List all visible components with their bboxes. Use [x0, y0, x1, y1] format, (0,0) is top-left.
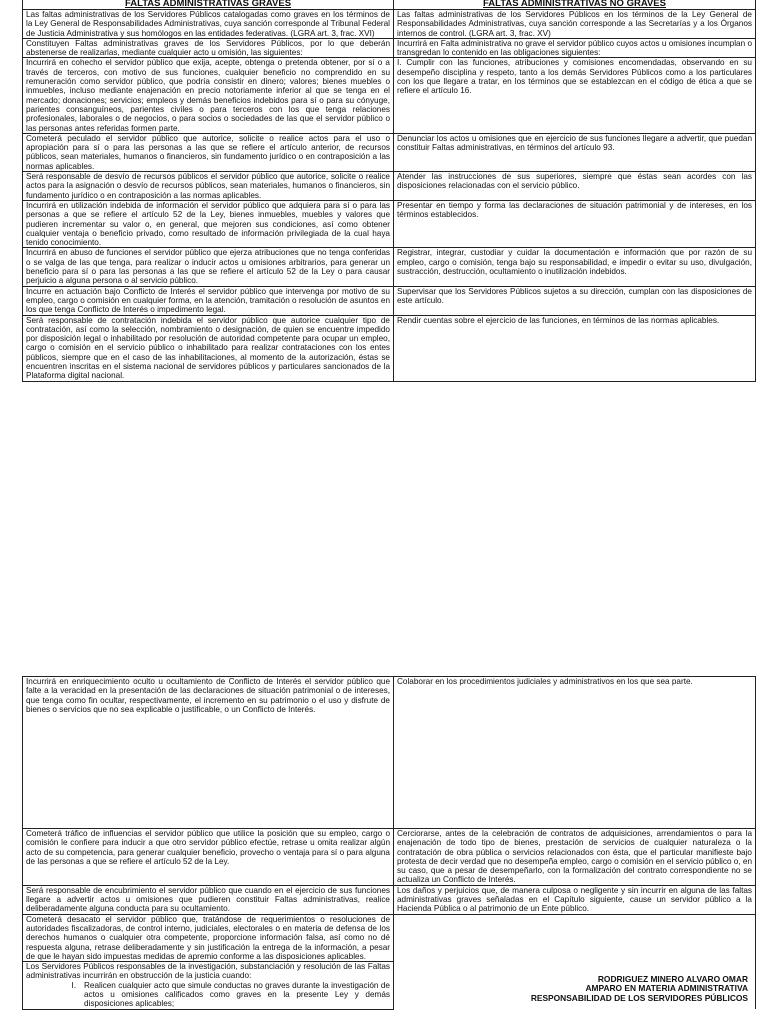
table-row	[23, 315, 756, 381]
cell-no-graves: Atender las instrucciones de sus superiores, siempre que éstas sean acordes con las disposiciones relacionadas con el servicio público.	[394, 172, 756, 201]
list-item	[26, 981, 390, 1009]
cell-graves: Incurrirá en cohecho el servidor público que exija, acepte, obtenga o pretenda obtener, por sí o a través de terceros, con motivo de sus funciones, cualquier beneficio no comprendido en su remuneración como servidor público, que podría consistir en dinero; valores; bienes muebles o inmuebles, incluso mediante enajenación en precio notoriamente inferior al que se tenga en el mercado; donaciones; servicios; empleos y demás beneficios indebidos para sí o para su cónyuge, parientes consanguíneos, parientes civiles o para terceros con los que tenga relaciones profesionales, laborales o de negocios, o para socios o sociedades de las que el servidor público o las personas antes referidas formen parte.	[23, 58, 394, 133]
cell-no-graves: I. Cumplir con las funciones, atribuciones y comisiones encomendadas, observando en su desempeño disciplina y respeto, tanto a los demás Servidores Públicos como a los particulares con los que llegare a tratar, en los términos que se establezcan en el código de ética a que se refiere el artículo 16.	[394, 58, 756, 133]
cell-graves: Cometerá peculado el servidor público que autorice, solicite o realice actos para el uso o apropiación para sí o para las personas a las que se refiere el artículo anterior, de recursos públicos, sean materiales, humanos o financieros, sin fundamento jurídico o en contraposición a las normas aplicables.	[23, 133, 394, 171]
cell-no-graves: Presentar en tiempo y forma las declaraciones de situación patrimonial y de intereses, en los términos establecidos.	[394, 200, 756, 247]
cell-no-graves: Los daños y perjuicios que, de manera culposa o negligente y sin incurrir en alguna de las faltas administrativas graves señaladas en el Capítulo siguiente, cause un servidor público a la Hacienda Pública o al patrimonio de un Ente público.	[394, 885, 756, 914]
table-row	[23, 885, 756, 914]
cell-no-graves: Cerciorarse, antes de la celebración de contratos de adquisiciones, arrendamientos o para la enajenación de todo tipo de bienes, prestación de servicios de cualquier naturaleza o la contratación de obra pública o servicios relacionados con ésta, que el particular manifieste bajo protesta de decir verdad que no desempeña empleo, cargo o comisión en el servicio público o, en su caso, que a pesar de desempeñarlo, con la formalización del contrato correspondiente no se actualiza un Conflicto de Interés.	[394, 829, 756, 886]
cell-graves: Será responsable de encubrimiento el servidor público que cuando en el ejercicio de sus funciones llegare a advertir actos u omisiones que pudieren constituir Faltas administrativas, realice deliberadamente alguna conducta para su ocultamiento.	[23, 885, 394, 914]
table-row	[23, 133, 756, 171]
cell-graves: Incurrirá en abuso de funciones el servidor público que ejerza atribuciones que no tenga conferidas o se valga de las que tenga, para realizar o inducir actos u omisiones arbitrarios, para generar un beneficio para sí o para las personas a las que se refiere el artículo 52 de la Ley o para causar perjuicio a alguna persona o al servicio público.	[23, 248, 394, 286]
cell-graves: Constituyen Faltas administrativas graves de los Servidores Públicos, por lo que deberán abstenerse de realizarlas, mediante cualquier acto u omisión, las siguientes:	[23, 38, 394, 58]
cell-graves: Será responsable de desvío de recursos públicos el servidor público que autorice, solicite o realice actos para la asignación o desvío de recursos públicos, sean materiales, humanos o financieros, sin fundamento jurídico o en contraposición a las normas aplicables.	[23, 172, 394, 201]
signature-name: RODRIGUEZ MINERO ALVARO OMAR	[597, 973, 748, 984]
cell-no-graves: Denunciar los actos u omisiones que en ejercicio de sus funciones llegare a advertir, que puedan constituir Faltas administrativas, en términos del artículo 93.	[394, 133, 756, 171]
cell-graves: Incurrirá en enriquecimiento oculto u ocultamiento de Conflicto de Interés el servidor público que falte a la veracidad en la presentación de las declaraciones de situación patrimonial o de intereses, que tenga como fin ocultar, respectivamente, el incremento en su patrimonio o el uso y disfrute de bienes o servicios que no sea explicable o justificable, o un Conflicto de Interés.	[23, 677, 394, 829]
list-item-number: I.	[71, 980, 76, 990]
faltas-table-top	[22, 0, 756, 382]
table-row	[23, 286, 756, 315]
cell-no-graves: Registrar, integrar, custodiar y cuidar la documentación e información que por razón de su empleo, cargo o comisión, tenga bajo su responsabilidad, e impedir o evitar su uso, divulgación, sustracción, destrucción, ocultamiento o inutilización indebidos.	[394, 248, 756, 286]
table-row	[23, 172, 756, 201]
table-row	[23, 10, 756, 39]
cell-no-graves: Supervisar que los Servidores Públicos sujetos a su dirección, cumplan con las disposiciones de este artículo.	[394, 286, 756, 315]
faltas-table-bottom	[22, 676, 756, 1010]
table-row	[23, 677, 756, 829]
table-header-row	[23, 0, 756, 10]
obstruccion-list	[26, 981, 390, 1009]
cell-graves: Cometerá tráfico de influencias el servidor público que utilice la posición que su empleo, cargo o comisión le confiere para inducir a que otro servidor público efectúe, retrase u omita realizar algún acto de su competencia, para generar cualquier beneficio, provecho o ventaja para sí o para alguna de las personas a que se refiere el artículo 52 de la Ley.	[23, 829, 394, 886]
table-row	[23, 248, 756, 286]
cell-no-graves: Las faltas administrativas de los Servidores Públicos en los términos de la Ley General de Responsabilidades Administrativas, cuya sanción corresponde a las Secretarías y a los Órganos internos de control. (LGRA art. 3, frac. XV)	[394, 10, 756, 39]
header-faltas-no-graves: FALTAS ADMINISTRATIVAS NO GRAVES	[394, 0, 756, 10]
list-item-text: Realicen cualquier acto que simule conductas no graves durante la investigación de actos u omisiones calificados como graves en la presente Ley y demás disposiciones aplicables;	[84, 980, 390, 1009]
cell-graves: Será responsable de contratación indebida el servidor público que autorice cualquier tipo de contratación, así como la selección, nombramiento o designación, de quien se encuentre impedido por disposición legal o inhabilitado por resolución de autoridad competente para ocupar un empleo, cargo o comisión en el servicio público o inhabilitado para realizar contrataciones con los entes públicos, siempre que en el caso de las inhabilitaciones, al momento de la autorización, éstas se encuentren inscritas en el sistema nacional de servidores públicos y particulares sancionados de la Plataforma digital nacional.	[23, 315, 394, 381]
table-row	[23, 200, 756, 247]
cell-signature	[394, 914, 756, 1009]
cell-no-graves: Colaborar en los procedimientos judiciales y administrativos en los que sea parte.	[394, 677, 756, 829]
signature-topic: RESPONSABILIDAD DE LOS SERVIDORES PÚBLICOS	[530, 992, 748, 1003]
table-row	[23, 914, 756, 1009]
obstruccion-intro: Los Servidores Públicos responsables de la investigación, substanciación y resolución de las Faltas administrativas incurrirán en obstrucción de la justicia cuando:	[26, 962, 390, 981]
cell-graves: Las faltas administrativas de los Servidores Públicos catalogadas como graves en los términos de la Ley General de Responsabilidades Administrativas, cuya sanción corresponde al Tribunal Federal de Justicia Administrativa y sus homólogos en las entidades federativas. (LGRA art. 3, frac. XVI)	[23, 10, 394, 39]
signature-block	[397, 915, 752, 1004]
table-row	[23, 829, 756, 886]
signature-subject: AMPARO EN MATERIA ADMINISTRATIVA	[585, 983, 748, 994]
cell-graves-stack	[23, 914, 394, 1009]
table-row	[23, 58, 756, 133]
cell-graves: Incurre en actuación bajo Conflicto de Interés el servidor público que intervenga por motivo de su empleo, cargo o comisión en cualquier forma, en la atención, tramitación o resolución de asuntos en los que tenga Conflicto de Interés o impedimento legal.	[23, 286, 394, 315]
table-row	[23, 38, 756, 58]
cell-no-graves: Incurrirá en Falta administrativa no grave el servidor público cuyos actos u omisiones incumplan o transgredan lo contenido en las obligaciones siguientes:	[394, 38, 756, 58]
header-faltas-graves: FALTAS ADMINISTRATIVAS GRAVES	[23, 0, 394, 10]
desacato-text: Cometerá desacato el servidor público que, tratándose de requerimientos o resoluciones de autoridades fiscalizadoras, de control interno, judiciales, electorales o en materia de defensa de los derechos humanos o cualquier otra competente, proporcione información falsa, así como no dé respuesta alguna, retrase deliberadamente y sin justificación la entrega de la información, a pesar de que le hayan sido impuestas medidas de apremio conforme a las disposiciones aplicables.	[23, 915, 393, 962]
cell-no-graves: Rendir cuentas sobre el ejercicio de las funciones, en términos de las normas aplicables.	[394, 315, 756, 381]
cell-graves: Incurrirá en utilización indebida de información el servidor público que adquiera para sí o para las personas a que se refiere el artículo 52 de la Ley, bienes inmuebles, muebles y valores que pudieren incrementar su valor o, en general, que mejoren sus condiciones, así como obtener cualquier ventaja o beneficio privado, como resultado de información privilegiada de la cual haya tenido conocimiento.	[23, 200, 394, 247]
obstruccion-block	[23, 962, 393, 1008]
